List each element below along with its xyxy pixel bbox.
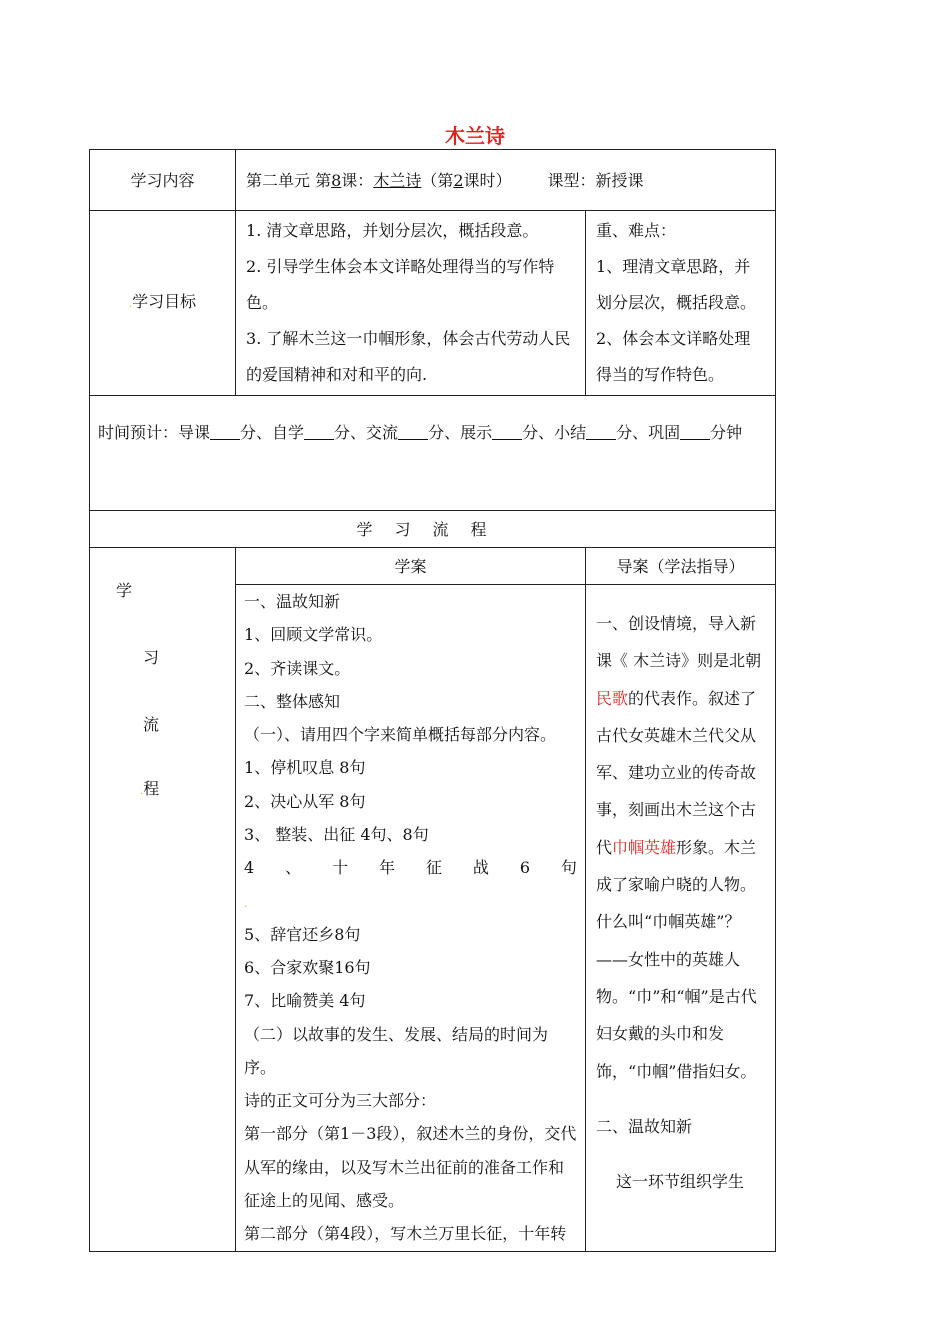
plan-line: 6、合家欢聚16句 xyxy=(244,957,371,977)
plan-line: 诗的正文可分为三大部分： xyxy=(244,1091,437,1111)
time-part: 分、交流 xyxy=(334,423,399,442)
highlight-text: 巾帼英雄 xyxy=(612,837,677,857)
side-char: 程 xyxy=(143,779,160,798)
side-char: 习 xyxy=(143,648,160,667)
lesson-plan-table xyxy=(89,149,776,1252)
goal-item: 2. 引导学生体会本文详略处理得当的写作特色。 xyxy=(246,257,555,312)
guide-content xyxy=(586,585,776,1252)
flow-header: 学习流程 xyxy=(90,511,776,548)
highlight-text: 民歌 xyxy=(596,688,629,708)
goals-label: 学习目标 xyxy=(132,292,197,311)
session-open: （第 xyxy=(421,170,454,190)
mark-dot: . xyxy=(128,299,133,310)
time-part: 分、小结 xyxy=(522,423,587,442)
plan-line: 2、齐读课文。 xyxy=(244,658,351,678)
time-part: 分、巩固 xyxy=(616,423,681,442)
spread-char: 年 xyxy=(379,858,396,878)
goals-row xyxy=(90,211,776,396)
plan-line: 7、比喻赞美 4句 xyxy=(244,991,366,1011)
plan-line: 1、停机叹息 8句 xyxy=(244,758,366,778)
plan-line: 5、辞官还乡8句 xyxy=(244,924,361,944)
lesson-type: 课型：新授课 xyxy=(547,170,644,190)
time-estimate xyxy=(90,396,776,511)
blank-line xyxy=(492,423,522,440)
blank-line xyxy=(398,423,428,440)
plan-spread-line xyxy=(244,851,577,884)
content-label: 学习内容 xyxy=(90,150,236,211)
plan-header: 学案 xyxy=(236,548,586,585)
goal-item: 3. 了解木兰这一巾帼形象，体会古代劳动人民的爱国精神和对和平的向. xyxy=(246,329,571,384)
key-point-item: 1、理清文章思路，并划分层次，概括段意。 xyxy=(596,257,757,312)
page-title: 木兰诗 xyxy=(445,124,505,148)
lesson-number: 8 xyxy=(331,170,342,190)
blank-line xyxy=(304,423,334,440)
spread-char: 4 xyxy=(244,858,255,878)
key-point-item: 2、体会本文详略处理得当的写作特色。 xyxy=(596,329,751,384)
flow-header-row xyxy=(90,511,776,548)
time-part: 分钟 xyxy=(710,423,743,442)
spread-char: 句 xyxy=(560,858,577,878)
time-prefix: 时间预计： xyxy=(98,423,179,442)
lesson-mid: 课： xyxy=(341,170,374,190)
content-row xyxy=(90,150,776,211)
side-char-wrap xyxy=(140,772,159,808)
key-points xyxy=(586,211,776,396)
spacer xyxy=(596,1090,765,1108)
blank-line xyxy=(680,423,710,440)
time-part: 导课 xyxy=(178,423,211,442)
blank-line xyxy=(586,423,616,440)
lesson-title: 木兰诗 xyxy=(373,170,422,190)
guide-text: 形象。木兰成了家喻户晓的人物。 什么叫“巾帼英雄”？——女性中的英雄人物。“巾”和“帼”是古代妇女戴的头巾和发饰，“巾帼”借指妇女。 xyxy=(596,837,757,1081)
spread-char: 征 xyxy=(425,858,442,878)
session-close: 课时） xyxy=(463,170,512,190)
mark-dot: . xyxy=(140,786,144,797)
spread-char: 十 xyxy=(332,858,349,878)
content-value xyxy=(236,150,776,211)
goal-item: 1. 清文章思路，并划分层次，概括段意。 xyxy=(246,221,539,240)
side-char: 流 xyxy=(143,715,160,734)
plan-line: （一）、请用四个字来简单概括每部分内容。 xyxy=(244,725,557,745)
flow-columns-row xyxy=(90,548,776,585)
mark-dot: . xyxy=(244,898,248,910)
spread-char: 6 xyxy=(519,858,530,878)
guide-text: 一、创设情境，导入新课《 木兰诗》则是北朝 xyxy=(596,614,762,671)
key-points-title: 重、难点： xyxy=(596,221,677,240)
goals-label-cell xyxy=(90,211,236,396)
unit-text: 第二单元 第 xyxy=(246,170,332,190)
guide-text: 的代表作。叙述了古代女英雄木兰代父从军、建功立业的传奇故事，刻画出木兰这个古代 xyxy=(596,688,757,857)
spread-char: 、 xyxy=(285,858,302,878)
plan-line: 第二部分（第4段），写木兰万里长征，十年转 xyxy=(244,1224,567,1244)
plan-content xyxy=(236,585,586,1252)
plan-line: 1、回顾文学常识。 xyxy=(244,625,383,645)
guide-line: 这一环节组织学生 xyxy=(616,1172,745,1192)
plan-line: 二、整体感知 xyxy=(244,691,341,711)
flow-side-label xyxy=(90,548,236,1252)
spread-char: 战 xyxy=(472,858,489,878)
side-char: 学 xyxy=(116,581,133,600)
plan-line: 3、 整装、出征 4句、8句 xyxy=(244,825,429,845)
time-part: 分、展示 xyxy=(428,423,493,442)
guide-header: 导案（学法指导） xyxy=(586,548,776,585)
guide-heading: 二、温故知新 xyxy=(596,1116,693,1136)
spacer xyxy=(244,885,577,918)
plan-paragraph: 第一部分（第1－3段），叙述木兰的身份，交代从军的缘由，以及写木兰出征前的准备工作和征途上的见闻、感受。 xyxy=(244,1124,577,1211)
goals-list xyxy=(236,211,586,396)
time-row xyxy=(90,396,776,511)
plan-line: 一、温故知新 xyxy=(244,592,341,611)
blank-line xyxy=(210,423,240,440)
plan-line: 2、决心从军 8句 xyxy=(244,791,366,811)
spacer xyxy=(596,1145,765,1163)
session-number: 2 xyxy=(453,170,464,190)
time-part: 分、自学 xyxy=(240,423,305,442)
plan-line: （二）以故事的发生、发展、结局的时间为序。 xyxy=(244,1024,549,1077)
guide-paragraph xyxy=(596,605,765,1090)
